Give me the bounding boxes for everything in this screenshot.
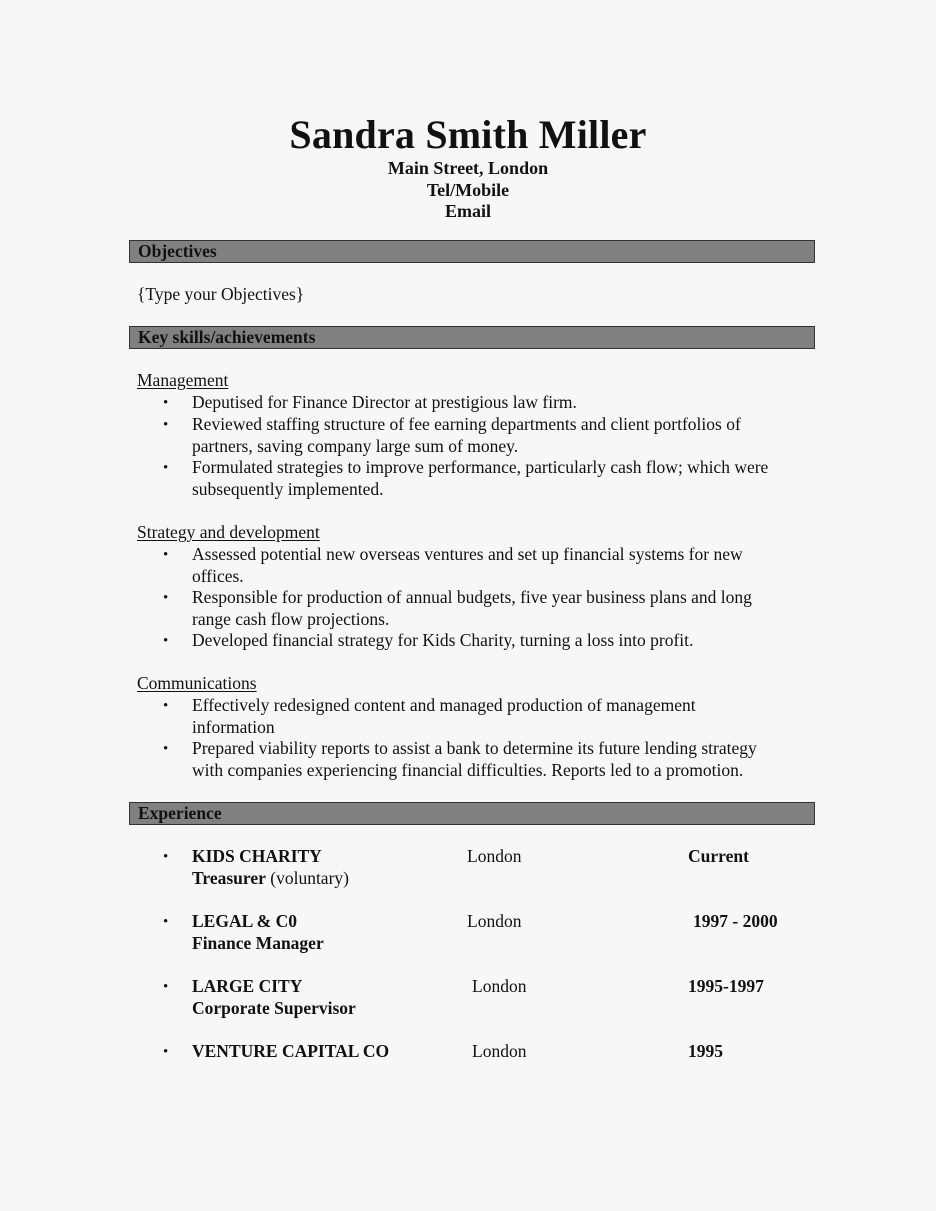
address-line: Main Street, London bbox=[387, 158, 549, 178]
job-dates: 1995 bbox=[688, 1041, 723, 1061]
job-location: London bbox=[467, 846, 522, 866]
job-company: LEGAL & C0 bbox=[192, 911, 298, 931]
bullet-icon: • bbox=[163, 460, 169, 476]
bullet-icon: • bbox=[163, 633, 169, 649]
skill-item: Reviewed staffing structure of fee earning departments and client portfolios of partners, saving company large sum of money. bbox=[192, 414, 741, 456]
skill-item: Responsible for production of annual budgets, five year business plans and long range cash flow projections. bbox=[192, 587, 752, 629]
job-company: VENTURE CAPITAL CO bbox=[192, 1041, 390, 1061]
bullet-icon: • bbox=[163, 979, 169, 995]
objectives-section-header: Objectives bbox=[129, 240, 815, 263]
job-role-line bbox=[192, 868, 349, 890]
job-dates: 1997 - 2000 bbox=[693, 911, 778, 931]
bullet-icon: • bbox=[163, 547, 169, 563]
job-location: London bbox=[472, 1041, 527, 1061]
skills-group-heading: Management bbox=[137, 370, 229, 390]
skills-section-header: Key skills/achievements bbox=[129, 326, 815, 349]
resume-header bbox=[0, 112, 936, 223]
bullet-icon: • bbox=[163, 914, 169, 930]
skill-item: Prepared viability reports to assist a bank to determine its future lending strategy with companies experiencing financial difficulties. Reports led to a promotion. bbox=[192, 738, 757, 780]
skill-item: Developed financial strategy for Kids Charity, turning a loss into profit. bbox=[192, 630, 694, 650]
skills-group-heading: Communications bbox=[137, 673, 257, 693]
job-company: KIDS CHARITY bbox=[192, 846, 322, 866]
job-role: Finance Manager bbox=[192, 933, 324, 953]
skill-item: Deputised for Finance Director at prestigious law firm. bbox=[192, 392, 577, 412]
job-role: Corporate Supervisor bbox=[192, 998, 356, 1018]
bullet-icon: • bbox=[163, 395, 169, 411]
bullet-icon: • bbox=[163, 741, 169, 757]
job-role-note: (voluntary) bbox=[265, 868, 349, 888]
job-company: LARGE CITY bbox=[192, 976, 303, 996]
bullet-icon: • bbox=[163, 1044, 169, 1060]
email-line: Email bbox=[444, 201, 491, 221]
candidate-name: Sandra Smith Miller bbox=[289, 112, 647, 157]
skill-item: Assessed potential new overseas ventures and set up financial systems for new offices. bbox=[192, 544, 743, 586]
skills-group-heading: Strategy and development bbox=[137, 522, 320, 542]
phone-line: Tel/Mobile bbox=[426, 179, 510, 200]
job-dates: 1995-1997 bbox=[688, 976, 764, 996]
skill-item: Formulated strategies to improve performance, particularly cash flow; which were subsequently implemented. bbox=[192, 457, 769, 499]
job-location: London bbox=[472, 976, 527, 996]
experience-section-header: Experience bbox=[129, 802, 815, 825]
bullet-icon: • bbox=[163, 417, 169, 433]
objectives-text: {Type your Objectives} bbox=[137, 284, 305, 304]
bullet-icon: • bbox=[163, 590, 169, 606]
job-role: Treasurer bbox=[192, 868, 266, 888]
job-location: London bbox=[467, 911, 522, 931]
bullet-icon: • bbox=[163, 849, 169, 865]
skill-item: Effectively redesigned content and managed production of management information bbox=[192, 695, 696, 737]
job-dates: Current bbox=[688, 846, 749, 866]
bullet-icon: • bbox=[163, 698, 169, 714]
